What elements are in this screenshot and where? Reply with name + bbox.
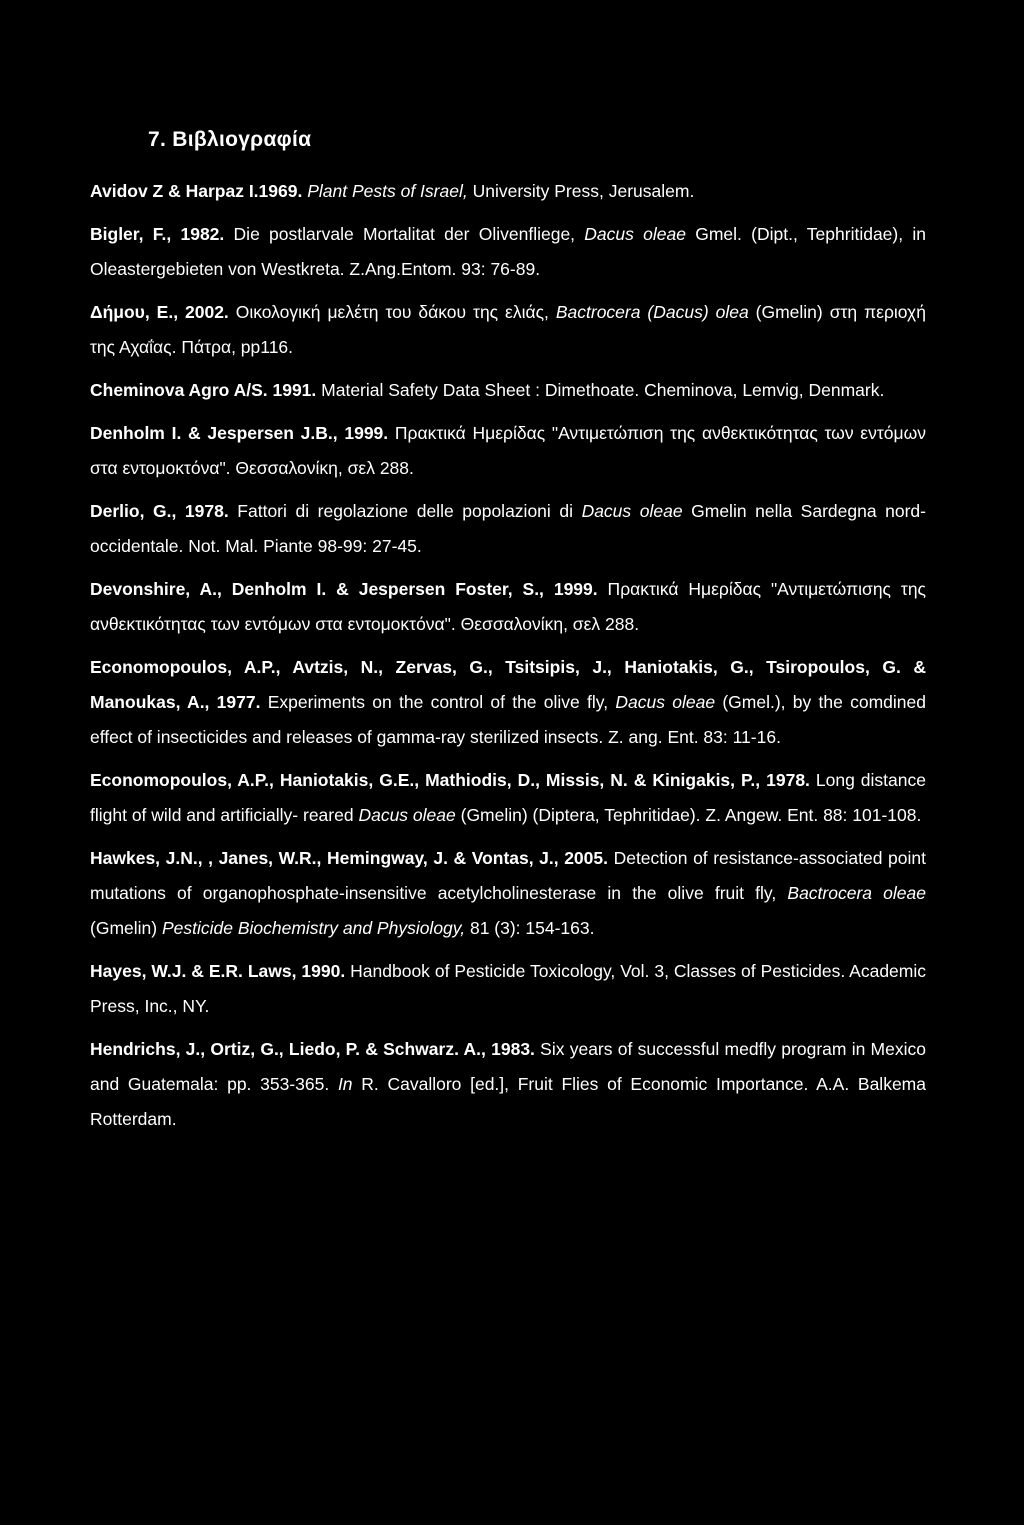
reference-entry: [90, 494, 926, 564]
reference-text: 81 (3): 154-163.: [465, 918, 595, 938]
reference-text: (Gmelin) στη περιοχή της Αχαΐας. Πάτρα, pp116.: [90, 302, 926, 357]
section-heading: 7. Βιβλιογραφία: [148, 128, 312, 151]
reference-entry: [90, 650, 926, 755]
reference-entry: [90, 1032, 926, 1137]
reference-entry: [90, 295, 926, 365]
reference-authors: Denholm I. & Jespersen J.B., 1999.: [90, 423, 389, 443]
reference-authors: Δήμου, Ε., 2002.: [90, 302, 229, 322]
reference-italic-text: Dacus oleae: [584, 224, 686, 244]
reference-authors: Cheminova Agro A/S. 1991.: [90, 380, 317, 400]
reference-italic-text: Dacus oleae: [581, 501, 683, 521]
reference-text: Material Safety Data Sheet : Dimethoate. Cheminova, Lemvig, Denmark.: [316, 380, 885, 400]
reference-authors: Bigler, F., 1982.: [90, 224, 225, 244]
reference-italic-text: Dacus oleae: [358, 805, 456, 825]
reference-authors: Devonshire, A., Denholm I. & Jespersen Foster, S., 1999.: [90, 579, 598, 599]
reference-text: Πρακτικά Ημερίδας "Αντιμετώπισης της ανθεκτικότητας των εντόμων στα εντομοκτόνα". Θεσσαλονίκη, σελ 288.: [90, 579, 926, 634]
reference-authors: Derlio, G., 1978.: [90, 501, 229, 521]
reference-text: Die postlarvale Mortalitat der Olivenfliege,: [224, 224, 585, 244]
reference-entry: [90, 217, 926, 287]
reference-text: (Gmel.), by the comdined effect of insecticides and releases of gamma-ray sterilized insects. Z. ang. Ent. 83: 11-16.: [90, 692, 927, 747]
reference-text: Six years of successful medfly program in Mexico and Guatemala: pp. 353-365.: [90, 1039, 926, 1094]
reference-authors: Hawkes, J.N., , Janes, W.R., Hemingway, J. & Vontas, J., 2005.: [90, 848, 608, 868]
reference-text: (Gmelin) (Diptera, Tephritidae). Z. Angew. Ent. 88: 101-108.: [455, 805, 922, 825]
reference-text: Fattori di regolazione delle popolazioni di: [228, 501, 582, 521]
reference-entry: [90, 373, 926, 408]
reference-text: R. Cavalloro [ed.], Fruit Flies of Economic Importance. A.A. Balkema Rotterdam.: [90, 1074, 926, 1129]
reference-entry: [90, 763, 926, 833]
reference-entry: [90, 174, 926, 209]
reference-text: Detection of resistance-associated point mutations of organophosphate-insensitive acetylcholinesterase in the olive fruit fly,: [90, 848, 926, 903]
reference-authors: Hendrichs, J., Ortiz, G., Liedo, P. & Schwarz. A., 1983.: [90, 1039, 535, 1059]
reference-text: Gmel. (Dipt., Tephritidae), in Oleastergebieten von Westkreta. Z.Ang.Entom. 93: 76-89.: [90, 224, 926, 279]
reference-entry: [90, 954, 926, 1024]
reference-italic-text: In: [337, 1074, 353, 1094]
reference-italic-text: Pesticide Biochemistry and Physiology,: [161, 918, 466, 938]
reference-text: Experiments on the control of the olive fly,: [260, 692, 616, 712]
reference-entry: [90, 416, 926, 486]
reference-authors: Hayes, W.J. & E.R. Laws, 1990.: [90, 961, 346, 981]
reference-text: Long distance flight of wild and artificially- reared: [90, 770, 926, 825]
reference-entry: [90, 572, 926, 642]
reference-authors: Economopoulos, A.P., Haniotakis, G.E., Mathiodis, D., Missis, N. & Kinigakis, P., 1978.: [90, 770, 810, 790]
reference-text: University Press, Jerusalem.: [467, 181, 695, 201]
reference-list: [90, 174, 926, 1145]
reference-text: Πρακτικά Ημερίδας "Αντιμετώπιση της ανθεκτικότητας των εντόμων στα εντομοκτόνα". Θεσσαλονίκη, σελ 288.: [90, 423, 926, 478]
reference-authors: Economopoulos, A.P., Avtzis, N., Zervas, G., Tsitsipis, J., Haniotakis, G., Tsiropoulos, G. & Manoukas, A., 1977.: [90, 657, 926, 712]
reference-italic-text: Bactrocera oleae: [787, 883, 926, 903]
reference-italic-text: Bactrocera (Dacus) olea: [555, 302, 749, 322]
reference-text: (Gmelin): [90, 918, 162, 938]
reference-text: Gmelin nella Sardegna nord-occidentale. Not. Mal. Piante 98-99: 27-45.: [90, 501, 926, 556]
reference-entry: [90, 841, 926, 946]
reference-text: Οικολογική μελέτη του δάκου της ελιάς,: [228, 302, 556, 322]
reference-italic-text: Dacus oleae: [615, 692, 716, 712]
reference-authors: Avidov Z & Harpaz I.1969.: [90, 181, 303, 201]
reference-italic-text: Plant Pests of Israel,: [307, 181, 468, 201]
reference-text: Handbook of Pesticide Toxicology, Vol. 3, Classes of Pesticides. Academic Press, Inc., NY.: [90, 961, 926, 1016]
